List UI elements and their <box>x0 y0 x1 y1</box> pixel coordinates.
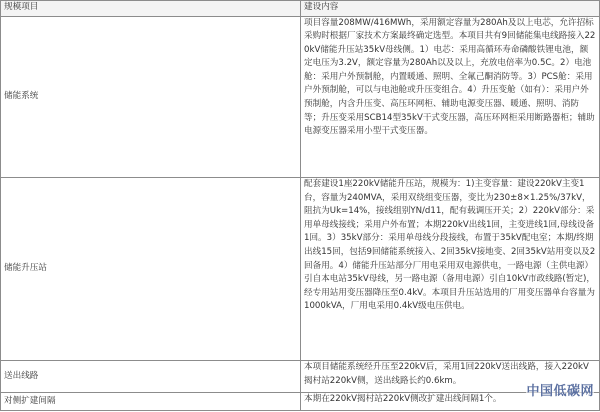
header-item: 规模项目 <box>1 1 301 17</box>
table-row <box>1 178 600 361</box>
table-header-row <box>1 1 600 17</box>
row-content: 本项目储能系统经升压至220kV后，采用1回220kV送出线路，接入220kV揭村站220kV侧，送出线路长约0.6km。 <box>301 361 600 393</box>
row-name: 储能升压站 <box>1 178 301 361</box>
row-content: 本期在220kV揭村站220kV侧改扩建出线间隔1个。 <box>301 393 600 411</box>
site-watermark: 中国低碳网 <box>526 380 594 399</box>
table-row <box>1 16 600 178</box>
table-row <box>1 393 600 411</box>
header-content: 建设内容 <box>301 1 600 17</box>
row-name: 对侧扩建间隔 <box>1 393 301 411</box>
row-content: 项目容量208MW/416MWh，采用额定容量为280Ah及以上电芯，允许招标采购时根据厂家技术方案最终确定选型。本项目共有9回储能集电线路接入220kV储能升压站35kV母线侧。1）电芯：采用高循环寿命磷酸铁锂电池，额定电压为3.2V，额定容量为280Ah以及以上，充放电倍率为0.5C。2）电池舱：采用户外预制舱，内置暖通、照明、全氟己酮消防等。3）PCS舱：采用户外预制舱，可以与电池舱或升压变组合。4）升压变舱（如有）：采用户外预制舱，内含升压变、高压环网柜、辅助电源变压器、暖通、照明、消防等；升压变采用SCB14型35kV干式变压器，高压环网柜采用断路器柜；辅助电源变压器采用小型干式变压器。 <box>301 16 600 178</box>
row-name: 送出线路 <box>1 361 301 393</box>
row-content: 配套建设1座220kV储能升压站，规模为：1)主变容量：建设220kV主变1台，容量为240MVA，采用双绕组变压器，变比为230±8×1.25%/37kV，阻抗为Uk=14%，接线组别YN/d11，配有载调压开关；2）220kV部分：采用单母线接线；采用户外布置；本期220kV出线1回，主变进线1回,母线设备1回。3）35kV部分：采用单母线分段接线，布置于35kV配电室；本期/终期出线15回，包括9回储能系统接入、2回35kV接地变、2回35kV站用变以及2回备用。4）储能升压站部分厂用电采用双电源供电，一路电源（主供电源）引自本电站35kV母线，另一路电源（备用电源）引自10kV市政线路(暂定)，经专用站用变压器降压至0.4kV。本项目升压站选用的厂用变压器单台容量为1000kVA，厂用电采用0.4kV级电压供电。 <box>301 178 600 361</box>
table-row <box>1 361 600 393</box>
row-name: 储能系统 <box>1 16 301 178</box>
